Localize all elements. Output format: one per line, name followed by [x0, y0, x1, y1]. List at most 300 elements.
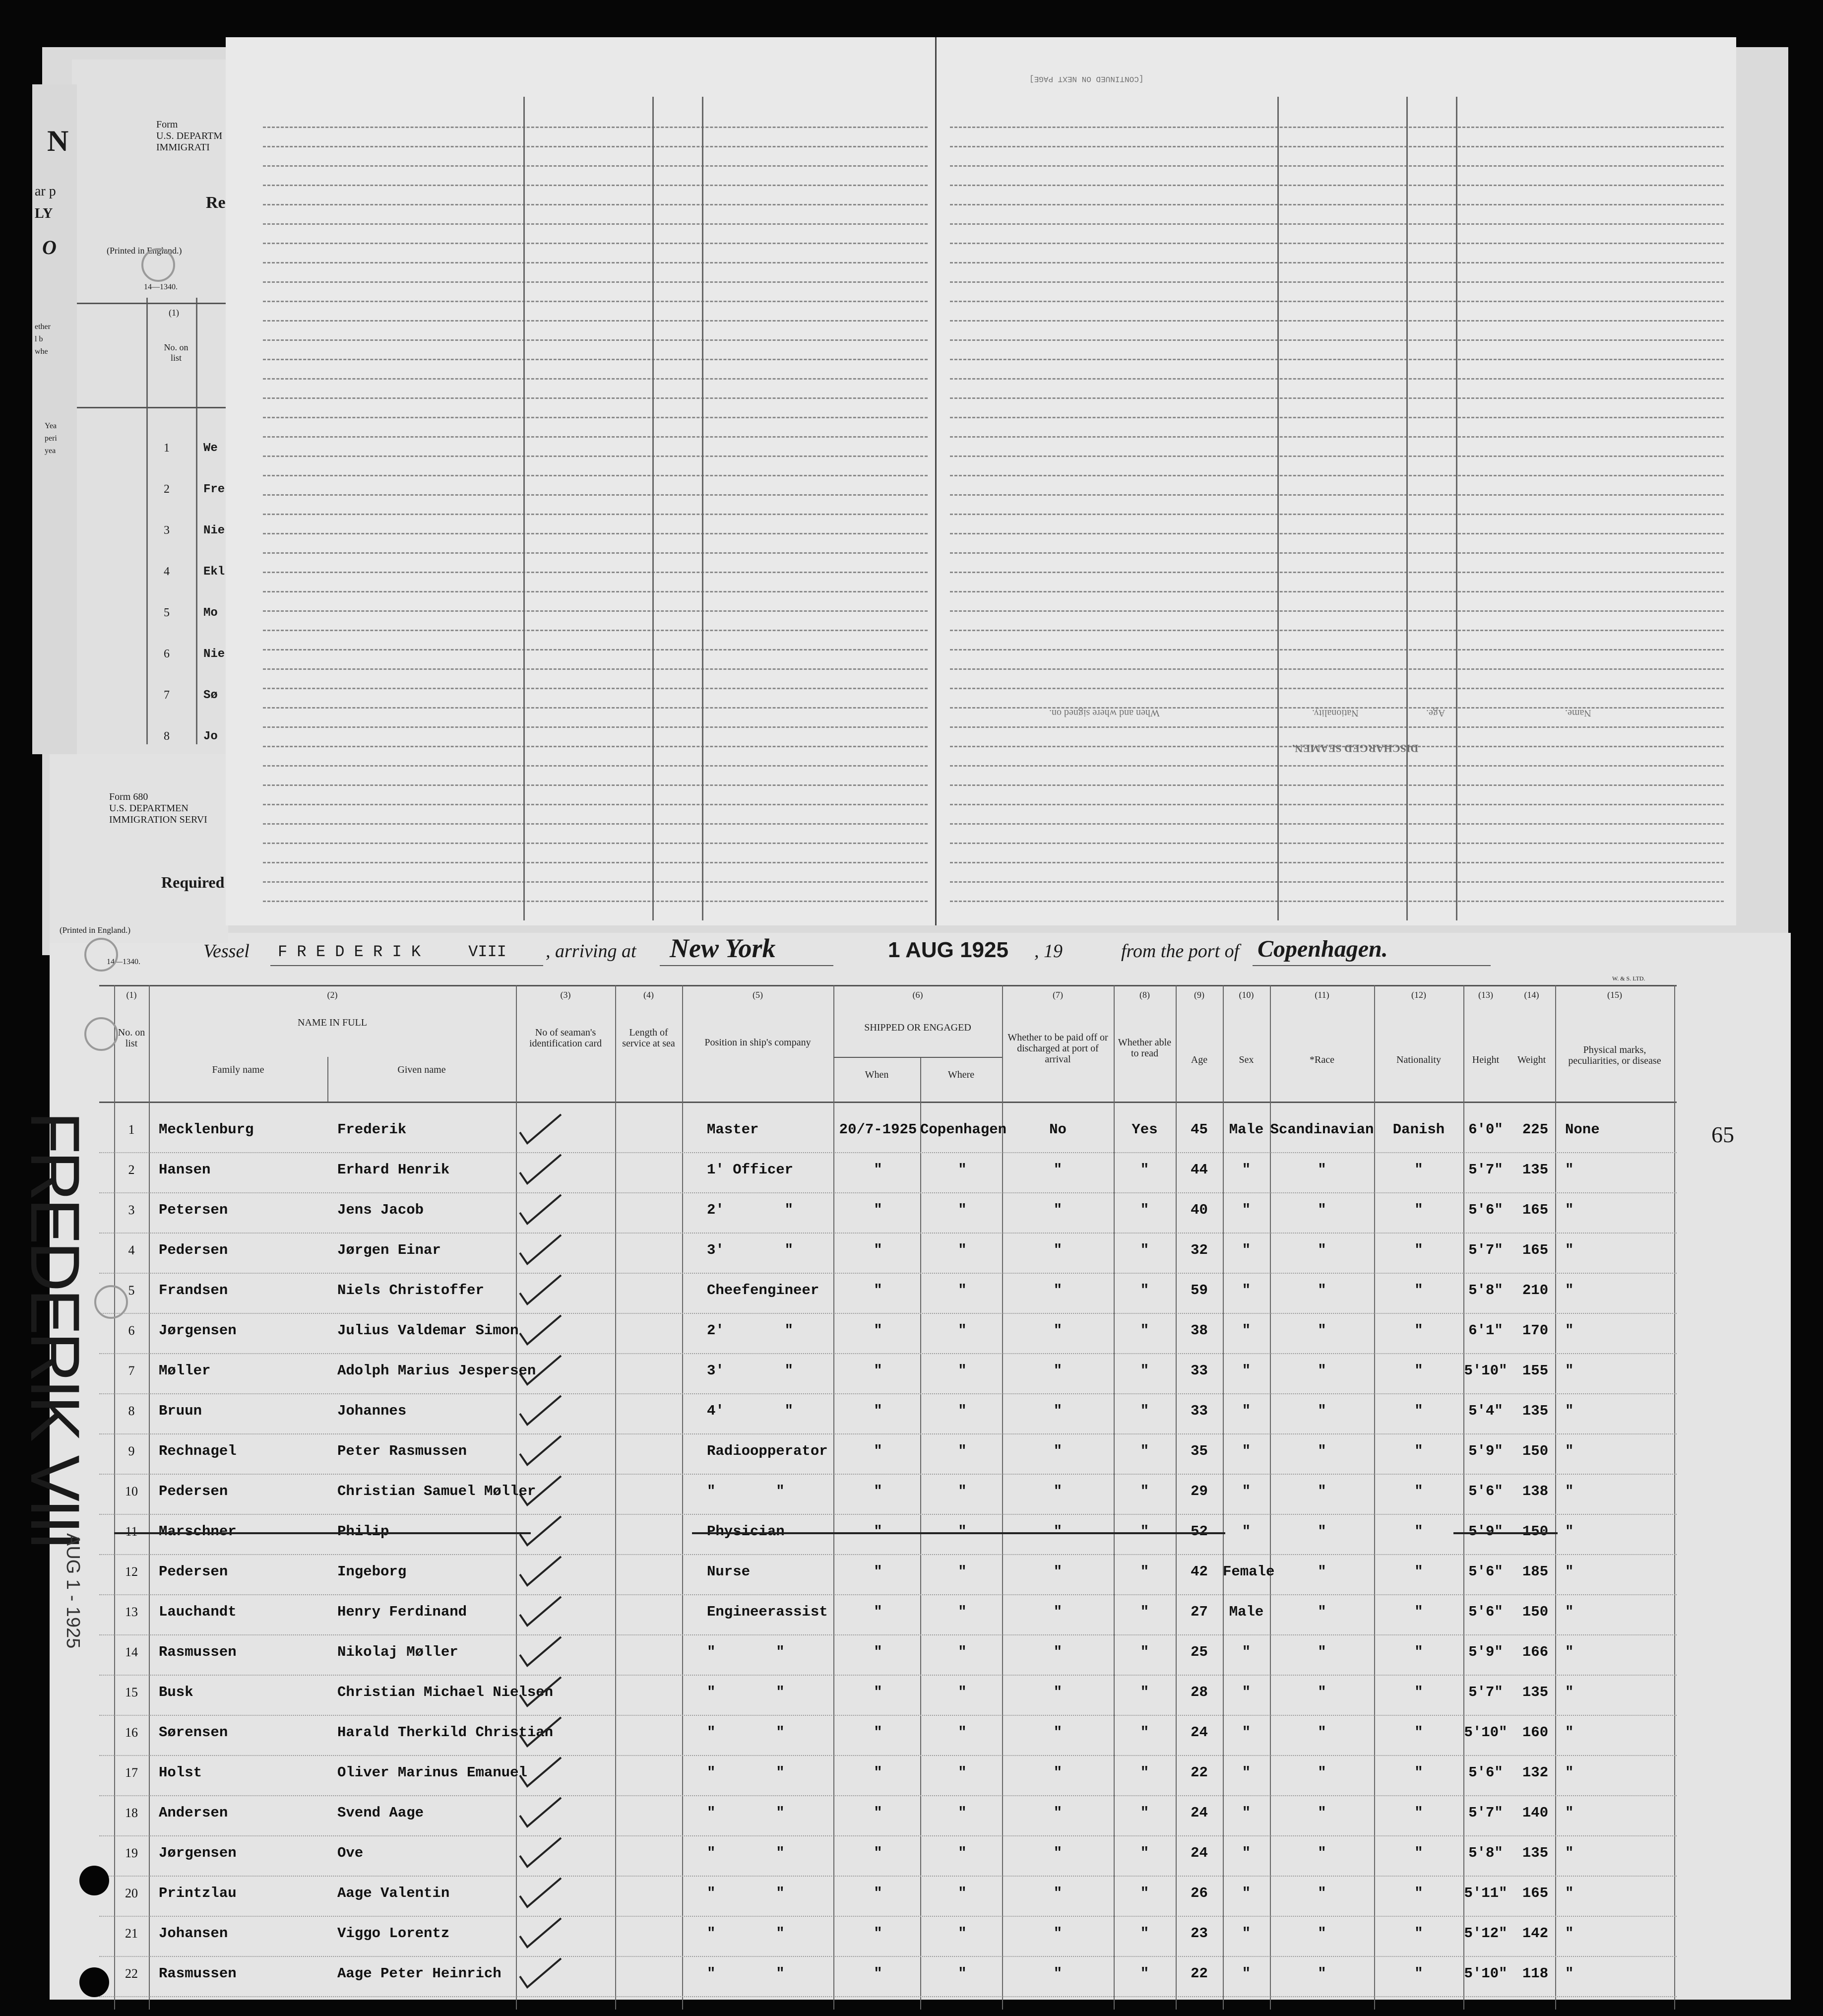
column-header: No of seaman's identification card [529, 1027, 602, 1049]
height: 5'11" [1464, 1885, 1508, 1901]
overlay-rule [950, 320, 1724, 322]
overlay-rule [950, 436, 1724, 438]
nationality: " [1414, 1523, 1423, 1540]
vessel-underline [270, 965, 543, 966]
able-to-read: " [1140, 1925, 1149, 1942]
race: " [1318, 1443, 1326, 1459]
race: Scandinavian [1270, 1121, 1374, 1138]
position: 4' " [707, 1403, 794, 1419]
age: 33 [1191, 1363, 1208, 1379]
left-form-line: IMMIGRATI [156, 142, 210, 153]
family-name: Holst [159, 1764, 202, 1781]
shipped-where: " [958, 1604, 967, 1620]
left-edge-text: ar p [35, 184, 56, 199]
overlay-rule [263, 707, 928, 709]
overlay-rule [263, 475, 928, 476]
left-printed-label: (Printed in England.) [107, 246, 182, 256]
row-number: 21 [125, 1926, 138, 1941]
family-name: Jørgensen [159, 1845, 237, 1861]
sex: " [1242, 1845, 1251, 1861]
left-form-line: Form [156, 119, 178, 130]
position: " " [707, 1845, 785, 1861]
position: Cheefengineer [707, 1282, 819, 1299]
overlay-col-line [1277, 97, 1279, 920]
column-number: (8) [1139, 990, 1150, 1000]
able-to-read: Yes [1132, 1121, 1158, 1138]
check-stroke [520, 1757, 561, 1786]
nationality: " [1414, 1925, 1423, 1942]
identification-check-mark [518, 1353, 563, 1387]
identification-check-mark [518, 1594, 563, 1628]
check-stroke [520, 1677, 561, 1706]
shipped-when: " [874, 1242, 882, 1258]
overlay-rule [263, 339, 928, 341]
physical-marks: " [1565, 1443, 1574, 1459]
shipped-when: " [874, 1282, 882, 1299]
identification-check-mark [518, 1272, 563, 1307]
position: Master [707, 1121, 759, 1138]
able-to-read: " [1140, 1363, 1149, 1379]
overlay-col-header: When and where signed on. [1049, 708, 1160, 718]
shipped-where: " [958, 1162, 967, 1178]
overlay-rule [950, 339, 1724, 341]
overlay-rule [263, 823, 928, 825]
family-name: Hansen [159, 1162, 211, 1178]
given-name: Niels Christoffer [337, 1282, 484, 1299]
race: " [1318, 1845, 1326, 1861]
family-name: Johansen [159, 1925, 228, 1942]
sex: " [1242, 1644, 1251, 1660]
race: " [1318, 1805, 1326, 1821]
column-header: *Race [1310, 1054, 1334, 1065]
overlay-rule [263, 455, 928, 457]
shipped-where: " [958, 1845, 967, 1861]
form-code: 14—1340. [107, 958, 140, 966]
overlay-rule [950, 688, 1724, 689]
column-subheader-family: Family name [212, 1064, 264, 1075]
physical-marks: " [1565, 1805, 1574, 1821]
shipped-when: " [874, 1523, 882, 1540]
nationality: " [1414, 1162, 1423, 1178]
identification-check-mark [518, 1714, 563, 1749]
overlay-col-header: Name. [1565, 708, 1591, 718]
overlay-rule [263, 320, 928, 322]
weight: 165 [1522, 1242, 1549, 1258]
column-number: (6) [912, 990, 923, 1000]
overlay-rule [263, 436, 928, 438]
column-number: (3) [560, 990, 571, 1000]
identification-check-mark [518, 1674, 563, 1709]
overlay-rule [950, 494, 1724, 496]
row-guide [99, 1192, 1677, 1193]
overlay-rule [263, 765, 928, 767]
shipped-where: " [958, 1523, 967, 1540]
paid-off: " [1053, 1363, 1063, 1379]
weight: 166 [1522, 1644, 1549, 1660]
height: 5'7" [1468, 1805, 1503, 1821]
height: 5'7" [1468, 1162, 1503, 1178]
weight: 225 [1522, 1121, 1549, 1138]
identification-check-mark [518, 1111, 563, 1146]
check-stroke [520, 1798, 561, 1826]
row-guide [99, 1996, 1677, 1997]
check-stroke [520, 1918, 561, 1947]
overlay-rule [263, 494, 928, 496]
shipped-where: " [958, 1363, 967, 1379]
height: 5'10" [1464, 1363, 1508, 1379]
row-number: 12 [125, 1564, 138, 1579]
physical-marks: " [1565, 1684, 1574, 1700]
age: 52 [1191, 1523, 1208, 1540]
given-name: Julius Valdemar Simon [337, 1322, 519, 1339]
nationality: Danish [1392, 1121, 1445, 1138]
given-name: Peter Rasmussen [337, 1443, 467, 1459]
left-edge-text: yea [45, 447, 56, 455]
nationality: " [1414, 1563, 1423, 1580]
physical-marks: " [1565, 1764, 1574, 1781]
physical-marks: " [1565, 1483, 1574, 1499]
family-name: Mecklenburg [159, 1121, 254, 1138]
identification-check-mark [518, 1393, 563, 1428]
age: 26 [1191, 1885, 1208, 1901]
overlay-rule [950, 378, 1724, 380]
able-to-read: " [1140, 1563, 1149, 1580]
paid-off: " [1053, 1885, 1063, 1901]
table-col-line [149, 985, 150, 2010]
identification-check-mark [518, 1915, 563, 1950]
check-stroke [520, 1155, 561, 1183]
paid-off: " [1053, 1644, 1063, 1660]
bottom-form-line: IMMIGRATION SERVI [109, 814, 207, 825]
age: 32 [1191, 1242, 1208, 1258]
identification-check-mark [518, 1835, 563, 1870]
paid-off: " [1053, 1523, 1063, 1540]
row-number: 2 [128, 1163, 135, 1177]
column-header: Length of service at sea [622, 1027, 675, 1049]
row-guide [99, 1876, 1677, 1877]
column-header: Whether able to read [1118, 1037, 1172, 1059]
row-guide [99, 1634, 1677, 1635]
able-to-read: " [1140, 1282, 1149, 1299]
sex: Male [1229, 1121, 1264, 1138]
race: " [1318, 1604, 1326, 1620]
family-name: Petersen [159, 1202, 228, 1218]
paid-off: " [1053, 1162, 1063, 1178]
able-to-read: " [1140, 1684, 1149, 1700]
race: " [1318, 1644, 1326, 1660]
shipped-when: " [874, 1483, 882, 1499]
sex: " [1242, 1403, 1251, 1419]
table-col-line [1674, 985, 1675, 2010]
row-number: 1 [128, 1122, 135, 1137]
overlay-rule [263, 726, 928, 728]
row-guide [99, 1594, 1677, 1595]
date-stamp: 1 AUG 1925 [888, 938, 1008, 962]
overlay-rule [263, 185, 928, 186]
paid-off: " [1053, 1282, 1063, 1299]
able-to-read: " [1140, 1805, 1149, 1821]
overlay-rule [263, 301, 928, 302]
left-row-name-stub: Jo [203, 730, 218, 743]
weight: 165 [1522, 1885, 1549, 1901]
overlay-rule [263, 591, 928, 592]
age: 42 [1191, 1563, 1208, 1580]
overlay-rule [263, 862, 928, 863]
check-stroke [520, 1958, 561, 1987]
left-row-name-stub: Sø [203, 689, 218, 702]
physical-marks: " [1565, 1363, 1574, 1379]
overlay-rule [950, 455, 1724, 457]
height: 5'8" [1468, 1282, 1503, 1299]
family-name: Pedersen [159, 1242, 228, 1258]
family-name: Rasmussen [159, 1965, 237, 1982]
overlay-rule [950, 281, 1724, 283]
left-form-line: U.S. DEPARTM [156, 130, 223, 141]
family-name: Pedersen [159, 1563, 228, 1580]
able-to-read: " [1140, 1162, 1149, 1178]
row-guide [99, 1715, 1677, 1716]
age: 44 [1191, 1162, 1208, 1178]
weight: 135 [1522, 1162, 1549, 1178]
row-guide [99, 1755, 1677, 1756]
age: 23 [1191, 1925, 1208, 1942]
race: " [1318, 1162, 1326, 1178]
age: 40 [1191, 1202, 1208, 1218]
row-guide [99, 1152, 1677, 1153]
check-stroke [520, 1275, 561, 1304]
race: " [1318, 1684, 1326, 1700]
given-name: Aage Valentin [337, 1885, 450, 1901]
overlay-rule [263, 262, 928, 263]
shipped-when: " [874, 1403, 882, 1419]
overlay-rule [950, 533, 1724, 534]
nationality: " [1414, 1724, 1423, 1741]
position: " " [707, 1483, 785, 1499]
shipped-where: " [958, 1282, 967, 1299]
race: " [1318, 1764, 1326, 1781]
row-number: 11 [125, 1524, 138, 1539]
table-top-rule [99, 985, 1677, 986]
given-name: Ingeborg [337, 1563, 407, 1580]
overlay-rule [950, 610, 1724, 612]
race: " [1318, 1282, 1326, 1299]
able-to-read: " [1140, 1965, 1149, 1982]
nationality: " [1414, 1845, 1423, 1861]
row-guide [99, 1956, 1677, 1957]
overlay-col-line [702, 97, 703, 920]
row-number: 8 [128, 1404, 135, 1418]
overlay-rule [950, 630, 1724, 631]
overlay-rule [263, 784, 928, 786]
height: 5'6" [1468, 1483, 1503, 1499]
paid-off: " [1053, 1965, 1063, 1982]
column-number: (14) [1524, 990, 1539, 1000]
overlay-rule [263, 630, 928, 631]
overlay-rule [950, 862, 1724, 863]
shipped-where: " [958, 1965, 967, 1982]
table-subheader-rule [833, 1057, 1002, 1058]
shipped-where: " [958, 1322, 967, 1339]
given-name: Johannes [337, 1403, 407, 1419]
family-name: Jørgensen [159, 1322, 237, 1339]
identification-check-mark [518, 1152, 563, 1186]
position: 2' " [707, 1322, 794, 1339]
overlay-rule [263, 165, 928, 167]
given-name: Christian Samuel Møller [337, 1483, 536, 1499]
overlay-rule [263, 378, 928, 380]
race: " [1318, 1925, 1326, 1942]
sex: " [1242, 1523, 1251, 1540]
physical-marks: " [1565, 1724, 1574, 1741]
column-number: (12) [1411, 990, 1426, 1000]
race: " [1318, 1202, 1326, 1218]
overlay-rule [263, 649, 928, 650]
sex: " [1242, 1925, 1251, 1942]
paid-off: " [1053, 1202, 1063, 1218]
physical-marks: " [1565, 1925, 1574, 1942]
sex: " [1242, 1483, 1251, 1499]
position: " " [707, 1925, 785, 1942]
required-label: Required [161, 873, 225, 891]
column-header: Sex [1239, 1054, 1254, 1065]
row-guide [99, 1393, 1677, 1394]
overlay-rule [263, 552, 928, 554]
overlay-rule [263, 843, 928, 844]
overlay-rule [263, 881, 928, 883]
shipped-when: " [874, 1363, 882, 1379]
able-to-read: " [1140, 1764, 1149, 1781]
left-row-number: 7 [164, 689, 170, 702]
left-row-number: 1 [164, 442, 170, 455]
row-guide [99, 1835, 1677, 1836]
given-name: Frederik [337, 1121, 407, 1138]
position: " " [707, 1965, 785, 1982]
left-edge-text: peri [45, 434, 57, 443]
row-guide [99, 1353, 1677, 1354]
row-guide [99, 1233, 1677, 1234]
family-name: Andersen [159, 1805, 228, 1821]
row-number: 13 [125, 1605, 138, 1619]
able-to-read: " [1140, 1483, 1149, 1499]
able-to-read: " [1140, 1322, 1149, 1339]
weight: 170 [1522, 1322, 1549, 1339]
shipped-where: " [958, 1724, 967, 1741]
weight: 150 [1522, 1523, 1549, 1540]
overlay-rule [950, 823, 1724, 825]
column-subheader-where: Where [947, 1069, 975, 1080]
left-row-number: 5 [164, 606, 170, 619]
height: 5'6" [1468, 1764, 1503, 1781]
given-name: Ove [337, 1845, 364, 1861]
overlay-rule [950, 417, 1724, 418]
row-number: 19 [125, 1846, 138, 1860]
height: 5'7" [1468, 1684, 1503, 1700]
given-name: Jens Jacob [337, 1202, 424, 1218]
height: 5'6" [1468, 1563, 1503, 1580]
weight: 150 [1522, 1443, 1549, 1459]
family-name: Busk [159, 1684, 193, 1700]
shipped-when: " [874, 1322, 882, 1339]
left-row-name-stub: Nie [203, 524, 225, 537]
shipped-where: Copenhagen [920, 1121, 1007, 1138]
position: Engineerassist [707, 1604, 828, 1620]
position: " " [707, 1684, 785, 1700]
position: 3' " [707, 1242, 794, 1258]
age: 29 [1191, 1483, 1208, 1499]
left-row-name-stub: Ekl [203, 565, 225, 579]
left-edge-text: N [47, 125, 69, 157]
race: " [1318, 1403, 1326, 1419]
row-number: 22 [125, 1966, 138, 1981]
overlay-rule [950, 843, 1724, 844]
height: 5'6" [1468, 1604, 1503, 1620]
given-name: Christian Michael Nielsen [337, 1684, 554, 1700]
sex: " [1242, 1764, 1251, 1781]
table-header-bottom-rule [99, 1102, 1677, 1103]
row-guide [99, 1514, 1677, 1515]
weight: 118 [1522, 1965, 1549, 1982]
overlay-rule [950, 127, 1724, 128]
sex: " [1242, 1242, 1251, 1258]
shipped-when: " [874, 1724, 882, 1741]
shipped-where: " [958, 1684, 967, 1700]
page-number: 65 [1711, 1122, 1734, 1147]
column-header: NAME IN FULL [298, 1017, 367, 1028]
physical-marks: " [1565, 1403, 1574, 1419]
sex: " [1242, 1885, 1251, 1901]
overlay-sheet [226, 37, 1736, 925]
paid-off: No [1049, 1121, 1067, 1138]
paid-off: " [1053, 1443, 1063, 1459]
identification-check-mark [518, 1312, 563, 1347]
age: 24 [1191, 1724, 1208, 1741]
position: 2' " [707, 1202, 794, 1218]
physical-marks: " [1565, 1563, 1574, 1580]
nationality: " [1414, 1403, 1423, 1419]
shipped-when: " [874, 1764, 882, 1781]
family-name: Frandsen [159, 1282, 228, 1299]
nationality: " [1414, 1322, 1423, 1339]
weight: 135 [1522, 1403, 1549, 1419]
left-row-number: 6 [164, 648, 170, 660]
physical-marks: " [1565, 1162, 1574, 1178]
check-stroke [520, 1476, 561, 1505]
position: " " [707, 1764, 785, 1781]
column-number: (5) [753, 990, 763, 1000]
left-col-label: (1) [169, 308, 179, 318]
able-to-read: " [1140, 1523, 1149, 1540]
given-name: Oliver Marinus Emanuel [337, 1764, 527, 1781]
row-number: 6 [128, 1323, 135, 1338]
overlay-rule [263, 417, 928, 418]
overlay-col-line [1406, 97, 1408, 920]
bottom-form-label [109, 791, 207, 826]
sex: " [1242, 1363, 1251, 1379]
position: 1' Officer [707, 1162, 794, 1178]
check-stroke [520, 1637, 561, 1666]
height: 5'8" [1468, 1845, 1503, 1861]
shipped-when: " [874, 1965, 882, 1982]
row-number: 17 [125, 1765, 138, 1780]
overlay-rule [263, 243, 928, 244]
left-form-label [156, 119, 222, 153]
overlay-rule [950, 784, 1724, 786]
given-name: Viggo Lorentz [337, 1925, 450, 1942]
family-name: Bruun [159, 1403, 202, 1419]
column-header: Physical marks, peculiarities, or disease [1568, 1044, 1661, 1066]
nationality: " [1414, 1684, 1423, 1700]
family-name: Marschner [159, 1523, 237, 1540]
